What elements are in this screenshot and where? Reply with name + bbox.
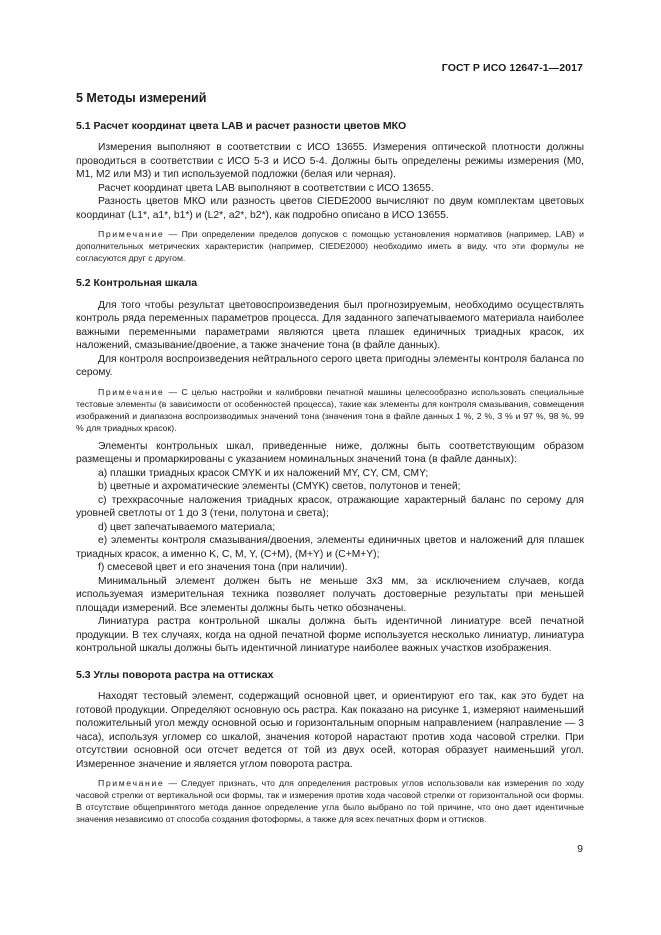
section-5-2-title: 5.2 Контрольная шкала bbox=[76, 277, 198, 289]
paragraph: Минимальный элемент должен быть не меньше 3x3 мм, за исключением случаев, когда используемая измерительная техника позволяет получать достоверные результаты при меньшей площади измерений. Все элементы должны быть четко обозначены. bbox=[76, 575, 584, 614]
paragraph: Находят тестовый элемент, содержащий основной цвет, и ориентируют его так, как это будет на готовой продукции. Определяют основную ось растра. Как показано на рисунке 1, измеряют наименьший положительный угол между основной осью и горизонтальным опорным направлением (направление — 3 часа), используя угломер со шкалой, значения которой нарастают против хода часовой стрелки. При отсутствии основной оси отсчет ведется от той из двух осей, которая образует наименьший угол. Измеренное значение и является углом поворота растра. bbox=[76, 691, 584, 770]
note bbox=[76, 777, 584, 825]
paragraph: Элементы контрольных шкал, приведенные ниже, должны быть соответствующим образом размещены и промаркированы с указанием номинальных значений тона (в файле данных): bbox=[76, 440, 584, 465]
paragraph: Измерения выполняют в соответствии с ИСО 13655. Измерения оптической плотности должны проводиться в соответствии с ИСО 5-3 и ИСО 5-4. Должны быть определены режимы измерения (M0, M1, M2 или M3) и тип используемой подложки (белая или черная). bbox=[76, 142, 584, 180]
paragraph: Линиатура растра контрольной шкалы должна быть идентичной линиатуре всей печатной продукции. В тех случаях, когда на одной печатной форме используется несколько линиатур, линиатура контрольной шкалы должны быть идентичной линиатуре наиболее важных участков изображения. bbox=[76, 616, 584, 654]
note-text: — При определении пределов допусков с помощью установления нормативов (например, LAB) и дополнительных метрических характеристик (например, CIEDE2000) необходимо иметь в виду, что эти формулы не согласуются друг с другом. bbox=[76, 229, 584, 263]
page-number: 9 bbox=[577, 844, 583, 855]
note-label: Примечание bbox=[98, 386, 165, 397]
note-text: — Следует признать, что для определения растровых углов использовали как измерения по ходу часовой стрелки от вертикальной оси формы, так и измерения против хода часовой стрелки от горизонтальной оси формы. В отсутствие общепринятого метода данное определение угла было выбрано по той причине, что оно дает идентичные значения независимо от способа создания фотоформы, а также для всех печатных форм и оттисков. bbox=[76, 778, 584, 824]
list-item: e) элементы контроля смазывания/двоения, элементы единичных цветов и наложений для плашек триадных красок, а именно K, C, M, Y, (C+M), (M+Y) и (C+M+Y); bbox=[76, 535, 584, 560]
note bbox=[76, 228, 584, 264]
note bbox=[76, 386, 584, 434]
paragraph: Для контроля воспроизведения нейтрального серого цвета пригодны элементы контроля баланса по серому. bbox=[76, 353, 584, 378]
list-item: b) цветные и ахроматические элементы (CMYK) светов, полутонов и теней; bbox=[98, 481, 461, 492]
document-header: ГОСТ Р ИСО 12647-1—2017 bbox=[441, 62, 583, 74]
paragraph: Расчет координат цвета LAB выполняют в соответствии с ИСО 13655. bbox=[98, 182, 434, 194]
page-content bbox=[76, 92, 584, 825]
paragraph: Разность цветов МКО или разность цветов CIEDE2000 вычисляют по двум комплектам цветовых координат (L1*, a1*, b1*) и (L2*, a2*, b2*), как подробно описано в ИСО 13655. bbox=[76, 196, 584, 221]
note-text: — С целью настройки и калибровки печатной машины целесообразно использовать специальные тестовые элементы (в зависимости от особенностей процесса), такие как элементы для контроля смазывания, совмещения изображений и диапазона воспроизводимых значений тона (значения тона в файле данных 1 %, 2 %, 3 % и 97 %, 98 %, 99 % для триадных красок). bbox=[76, 386, 584, 433]
list-item: f) смесевой цвет и его значения тона (при наличии). bbox=[98, 562, 348, 573]
list-item: c) трехкрасочные наложения триадных красок, отражающие характерный баланс по серому для уровней светлоты от 1 до 3 (тени, полутона и света); bbox=[76, 494, 584, 519]
paragraph: Для того чтобы результат цветовоспроизведения был прогнозируемым, необходимо осуществлять контроль ряда переменных параметров процесса. Для заданного запечатываемого материала наиболее важными переменными параметрами являются цвета плашек единичных триадных красок, их наложений, смазывание/двоение, а также значение тона (в файле данных). bbox=[76, 299, 584, 351]
note-label: Примечание bbox=[98, 778, 165, 788]
list-item: d) цвет запечатываемого материала; bbox=[98, 521, 276, 533]
section-5-1-title: 5.1 Расчет координат цвета LAB и расчет разности цветов МКО bbox=[76, 119, 407, 132]
list-item: a) плашки триадных красок CMYK и их наложений MY, CY, CM, CMY; bbox=[98, 467, 429, 479]
section-5-3-title: 5.3 Углы поворота растра на оттисках bbox=[76, 668, 274, 681]
section-5-title: 5 Методы измерений bbox=[76, 91, 207, 105]
note-label: Примечание bbox=[98, 229, 165, 239]
